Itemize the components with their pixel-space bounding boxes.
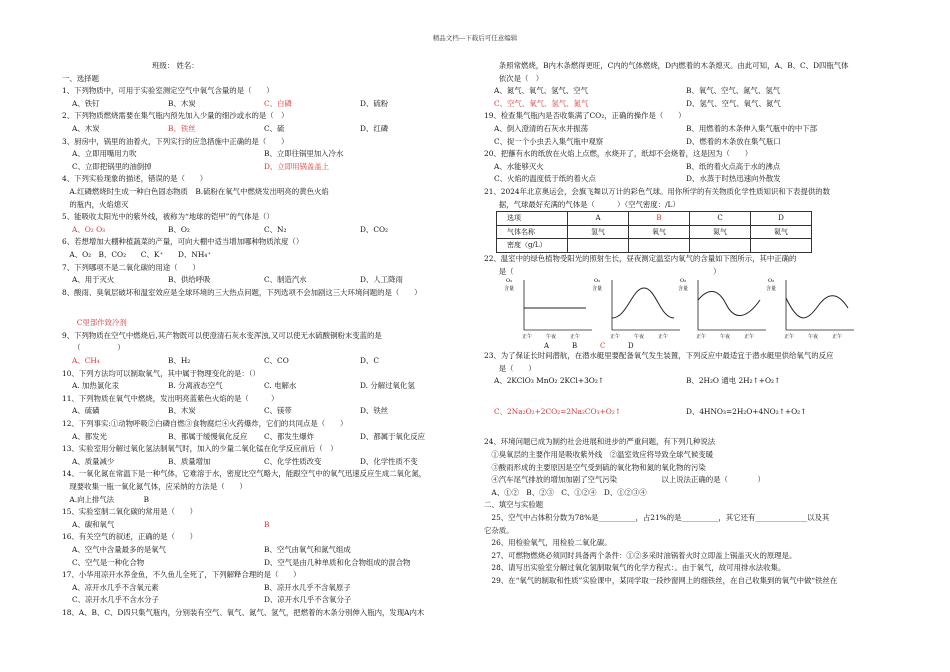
table-cell: 氦气 bbox=[751, 225, 812, 239]
table-cell: 密度（g/L） bbox=[497, 239, 568, 253]
answer-option: B、H₂ bbox=[168, 356, 191, 366]
answer-option: A、空气中含量最多的是氧气 bbox=[72, 544, 167, 554]
answer-option: D. 分解过氧化氢 bbox=[360, 381, 415, 391]
svg-text:O₂: O₂ bbox=[594, 278, 601, 285]
text-line: ①臭氧层的主要作用是吸收紫外线 ②温室效应将导致全球气候变暖 bbox=[484, 450, 714, 460]
svg-text:正午: 正午 bbox=[570, 334, 581, 341]
option-row bbox=[62, 544, 470, 557]
text-line: A、①② B、②③ C、①②④ D、①②③④ bbox=[484, 487, 647, 497]
option-row bbox=[62, 519, 470, 532]
table-row bbox=[497, 239, 812, 253]
svg-text:O₂: O₂ bbox=[768, 278, 775, 285]
graph-b bbox=[592, 278, 687, 342]
svg-text:正午: 正午 bbox=[658, 334, 669, 341]
graph-option-label: D bbox=[628, 342, 634, 351]
answer-option: B、用燃着的木条伸入集气瓶中的中下部 bbox=[686, 123, 818, 133]
answer-option: D、硫粉 bbox=[360, 98, 389, 108]
text-line: 2、下列物质燃烧需要在集气瓶内预先加入少量的细沙或水的是（ ） bbox=[62, 111, 289, 121]
table-cell bbox=[690, 239, 751, 253]
text-line: ④汽车尾气排放的增加加剧了空气污染 以上说法正确的是（ ） bbox=[484, 475, 765, 485]
answer-option: A、立即用嘴用力吹 bbox=[72, 149, 137, 159]
text-line: 29、在“氧气的制取和性质”实验课中，某同学取一段纱窗网上的细铁丝，在自己收集到的氧气中做“铁丝在 bbox=[484, 576, 838, 585]
text-line: 21、2024年北京奥运会，会旗飞舞以万计的彩色气球。用你所学的有关物质化学性质知识和下表提供的数 bbox=[484, 186, 831, 196]
svg-text:正午: 正午 bbox=[610, 334, 621, 341]
svg-text:O₂: O₂ bbox=[506, 278, 513, 285]
spacer bbox=[484, 418, 896, 436]
answer-option: B、铁丝 bbox=[168, 123, 196, 133]
answer-option: B、立即往锅里加入冷水 bbox=[264, 149, 344, 159]
text-line: 二、填空与实验题 bbox=[484, 500, 544, 510]
table-cell bbox=[568, 239, 629, 253]
table-cell: 氧气 bbox=[629, 225, 690, 239]
option-row bbox=[62, 274, 470, 287]
option-row bbox=[484, 173, 896, 186]
answer-option: A. 加热氯化汞 bbox=[72, 381, 119, 391]
answer-option: D、人工降雨 bbox=[360, 275, 403, 285]
svg-text:午夜: 午夜 bbox=[546, 334, 557, 341]
answer-option: C、化学性质改变 bbox=[264, 456, 322, 466]
answer-option: C、都发生爆炸 bbox=[264, 431, 314, 441]
answer-option: A、都发光 bbox=[72, 431, 107, 441]
spacer bbox=[484, 388, 896, 406]
text-line: A.向上排气法 B bbox=[62, 494, 150, 504]
text-line: 13、实验室用分解过氧化氢法制氧气时，加入的少量二氧化锰在化学反应前后（ ） bbox=[62, 444, 338, 454]
table-cell: B bbox=[629, 212, 690, 226]
text-line: 17、小华用凉开水养金鱼，不久鱼儿全死了，下列解释合理的是（ ） bbox=[62, 570, 301, 580]
option-row bbox=[62, 456, 470, 469]
answer-option: B、质量增加 bbox=[168, 456, 211, 466]
table-cell: 选项 bbox=[497, 212, 568, 226]
text-line: 条照常燃烧，B内木条燃得更旺，C内的气体燃烧，D内燃着的木条熄灭。由此可知，A、B、C、D四瓶气体 bbox=[484, 61, 849, 70]
oxygen-graphs bbox=[484, 278, 896, 350]
svg-text:正午: 正午 bbox=[696, 334, 707, 341]
answer-option: D、铁丝 bbox=[360, 406, 389, 416]
svg-text:正午: 正午 bbox=[784, 334, 795, 341]
option-row bbox=[484, 98, 896, 111]
density-table bbox=[496, 211, 812, 253]
option-row bbox=[62, 123, 470, 136]
answer-option: A、碳和氧气 bbox=[72, 519, 115, 529]
answer-option: A、倒入澄清的石灰水并振荡 bbox=[494, 123, 589, 133]
answer-option: B. 分离液态空气 bbox=[168, 381, 223, 391]
answer-option: B、供给呼吸 bbox=[168, 275, 211, 285]
answer-option: A、凉开水几乎不含氧元素 bbox=[72, 582, 159, 592]
text-line: A.红磷燃烧时生成一种白色固态物质 B.硫粉在氧气中燃烧发出明亮的黄色火焰 bbox=[62, 186, 329, 196]
answer-option: B、O₂ bbox=[168, 224, 190, 234]
text-line: 19、检查集气瓶内是否收集满了CO₂，正确的操作是（ ） bbox=[484, 111, 686, 121]
graph-a bbox=[504, 278, 596, 342]
answer-option: A、水能够灭火 bbox=[494, 161, 544, 171]
answer-option: A、木炭 bbox=[72, 123, 100, 133]
text-line: 24、环境问题已成为制约社会进展和进步的严重问题，有下列几种说法 bbox=[484, 437, 716, 447]
svg-text:O₂: O₂ bbox=[680, 278, 687, 285]
answer-option: C. 电解水 bbox=[264, 381, 297, 391]
text-line: 27、可燃物燃烧必须同时具备两个条件：①②多采时油锅着火时立即盖上锅盖灭火的原理是。 bbox=[484, 550, 797, 560]
text-line: 14、一氧化氮在常温下是一种气体，它难溶于水，密度比空气略大，能跟空气中的氧气迅速反应生成二氧化氮， bbox=[62, 469, 427, 479]
answer-option: A、氮气、氧气、氢气、空气 bbox=[494, 86, 589, 96]
answer-option: B bbox=[264, 519, 270, 529]
text-line: 4、下列实验现象的描述，错误的是（ ） bbox=[62, 174, 208, 184]
text-line: 现要收集一瓶一氧化氮气体，应采纳的方法是（ ） bbox=[62, 482, 247, 491]
text-line: ③酸雨形成的主要原因是空气受到硫的氧化物和氮的氧化物的污染 bbox=[484, 462, 706, 472]
text-line: 10、下列方法均可以制取氧气，其中属于物理变化的是：（） bbox=[62, 368, 260, 378]
option-row bbox=[62, 405, 470, 418]
graph-c bbox=[678, 278, 770, 342]
text-line: 1、下列物质中，可用于实验室测定空气中氧气含量的是（ ） bbox=[62, 86, 274, 96]
answer-option: A、硫磺 bbox=[72, 406, 100, 416]
answer-option: C、硫 bbox=[264, 123, 285, 133]
text-line: C里部作致冷剂 bbox=[62, 318, 127, 328]
text-line: A、O₂ B、CO₂ C、K⁺ D、NH₄⁺ bbox=[62, 249, 212, 259]
text-line: 28、请写出实验室分解过氧化氢制取氧气的化学方程式：。由于氧气，故可用排水法收集。 bbox=[484, 563, 786, 573]
answer-option: A、铁钉 bbox=[72, 98, 100, 108]
answer-option: C、2Na₂O₂+2CO₂=2Na₂CO₃+O₂↑ bbox=[494, 406, 621, 416]
answer-option: B、氧气、空气、氮气、氢气 bbox=[686, 86, 781, 96]
answer-option: C、凉开水几乎不含水分子 bbox=[72, 595, 159, 605]
answer-option: B、凉开水几乎不含氧原子 bbox=[264, 582, 351, 592]
option-row bbox=[62, 355, 470, 368]
option-row bbox=[62, 594, 470, 607]
text-line: 8、酸雨、臭氧层破坏和温室效应是全球环境的三大热点问题，下列选项不会加剧这三大环境问题的是（ ） bbox=[62, 287, 422, 297]
graph-d bbox=[766, 278, 858, 342]
svg-text:午夜: 午夜 bbox=[808, 334, 819, 341]
answer-option: A、CH₄ bbox=[72, 356, 100, 366]
answer-option: C、立即把锅里的油倒掉 bbox=[72, 161, 152, 171]
text-line: 7、下列哪项不是二氧化碳的用途（ ） bbox=[62, 262, 200, 272]
answer-option: D、燃着的木条放在集气瓶口 bbox=[686, 136, 781, 146]
graph-option-label: B bbox=[572, 342, 578, 351]
right-column bbox=[484, 60, 896, 588]
answer-option: B、2H₂O 通电 2H₂↑+O₂↑ bbox=[686, 376, 781, 386]
text-line: 23、为了保证长时间潜航，在潜水艇里要配备氧气发生装置，下列反应中最适宜于潜水艇里供给氧气的反应 bbox=[484, 351, 834, 361]
table-cell bbox=[629, 239, 690, 253]
option-row bbox=[484, 406, 896, 419]
spacer bbox=[62, 299, 470, 317]
option-row bbox=[62, 161, 470, 174]
answer-option: C、制造汽水 bbox=[264, 275, 307, 285]
answer-option: B、空气由氧气和氮气组成 bbox=[264, 544, 351, 554]
option-row bbox=[484, 123, 896, 136]
answer-option: D、C bbox=[360, 356, 379, 366]
text-line: 20、把蘸有水的纸放在火焰上点燃，水烧开了，纸却不会烧着，这是因为（ ） bbox=[484, 149, 753, 159]
answer-option: C、CO bbox=[264, 356, 289, 366]
svg-text:含量: 含量 bbox=[678, 286, 689, 293]
answer-option: A、2KClO₃ MnO₂ 2KCl+3O₂↑ bbox=[494, 376, 604, 386]
answer-option: D、红磷 bbox=[360, 123, 389, 133]
answer-option: D、立即用锅盖盖上 bbox=[264, 161, 330, 171]
text-line: （ ） bbox=[62, 343, 125, 353]
answer-option: B、木炭 bbox=[168, 98, 196, 108]
svg-text:午夜: 午夜 bbox=[720, 334, 731, 341]
page-header: 精品文档---下载后可任意编辑 bbox=[432, 34, 518, 42]
answer-option: C、火焰的温度低于纸的着火点 bbox=[494, 174, 596, 184]
svg-text:正午: 正午 bbox=[832, 334, 843, 341]
answer-option: D、CO₂ bbox=[360, 224, 388, 234]
answer-option: B、纸的着火点高于水的沸点 bbox=[686, 161, 781, 171]
text-line: 26、用检验氧气，用检验二氧化碳。 bbox=[484, 538, 612, 548]
option-row bbox=[484, 161, 896, 174]
svg-text:含量: 含量 bbox=[766, 286, 777, 293]
answer-option: A、用于灭火 bbox=[72, 275, 115, 285]
section-title: 一、选择题 bbox=[62, 73, 99, 83]
answer-option: C、N₂ bbox=[264, 224, 287, 234]
answer-option: C、白磷 bbox=[264, 98, 292, 108]
text-line: 18、A、B、C、D四只集气瓶内，分别装有空气、氧气、氮气、氢气，把燃着的木条分别伸入瓶内，发现A内木 bbox=[62, 607, 425, 617]
class-name-line: 班级： 姓名： bbox=[152, 61, 199, 70]
option-row bbox=[484, 85, 896, 98]
text-line: 依次是（ ） bbox=[484, 73, 544, 83]
table-cell: 氢气 bbox=[568, 225, 629, 239]
left-column bbox=[62, 60, 470, 620]
answer-option: B、都属于缓慢氧化反应 bbox=[168, 431, 248, 441]
text-line: 11、下列物质在氧气中燃烧，发出明亮蓝紫色火焰的是（ ） bbox=[62, 393, 279, 403]
answer-option: A、O₂ O₃ bbox=[72, 224, 106, 234]
answer-option: C、镁带 bbox=[264, 406, 292, 416]
answer-option: B、木炭 bbox=[168, 406, 196, 416]
text-line: 16、有关空气的叙述，正确的是（ ） bbox=[62, 532, 198, 542]
answer-option: C、空气是一种化合物 bbox=[72, 557, 145, 567]
option-row bbox=[484, 375, 896, 388]
text-line: 25、空气中占体积分数为78%是__________，占21%的是__________，其它还有______________以及其 bbox=[484, 513, 830, 523]
text-line: 12、下列事实:①动物呼吸②白磷自燃③食物腐烂④火药爆炸，它们的共同点是（ ） bbox=[62, 419, 348, 429]
question-22-answer: 是（ ） bbox=[484, 266, 721, 276]
svg-text:正午: 正午 bbox=[522, 334, 533, 341]
question-22: 22、温室中的绿色植物受阳光的照射生长，昼夜测定温室内氧气的含量如下图所示，其中正确的 bbox=[484, 253, 797, 263]
answer-option: D、空气是由几种单质和化合物组成的混合物 bbox=[264, 557, 411, 567]
table-cell: A bbox=[568, 212, 629, 226]
option-row bbox=[62, 148, 470, 161]
svg-text:含量: 含量 bbox=[592, 286, 603, 293]
option-row bbox=[62, 557, 470, 570]
answer-option: D、氢气、空气、氧气、氮气 bbox=[686, 98, 781, 108]
text-line: 15、实验室制二氧化碳的常用是（ ） bbox=[62, 507, 198, 517]
option-row bbox=[484, 136, 896, 149]
answer-option: D、都属于氧化反应 bbox=[360, 431, 426, 441]
svg-text:午夜: 午夜 bbox=[634, 334, 645, 341]
table-cell: D bbox=[751, 212, 812, 226]
answer-option: D、4HNO₃=2H₂O+4NO₂↑+O₂↑ bbox=[686, 406, 807, 416]
table-row bbox=[497, 212, 812, 226]
text-line: 的瓶内，火焰熄灭 bbox=[62, 199, 129, 209]
text-line: 它杂质。 bbox=[484, 525, 514, 535]
table-cell: 氮气 bbox=[690, 225, 751, 239]
graph-option-label: C bbox=[600, 342, 606, 351]
table-cell: 气体名称 bbox=[497, 225, 568, 239]
answer-option: D、化学性质不变 bbox=[360, 456, 418, 466]
option-row bbox=[62, 380, 470, 393]
table-cell bbox=[751, 239, 812, 253]
option-row bbox=[62, 98, 470, 111]
table-cell: C bbox=[690, 212, 751, 226]
text-line: 是（ ） bbox=[484, 363, 536, 373]
text-line: 9、下列物质在空气中燃烧后,其产物既可以使澄清石灰水变浑浊,又可以使无水硫酸铜粉末变蓝的是 bbox=[62, 330, 382, 340]
table-row bbox=[497, 225, 812, 239]
option-row bbox=[62, 582, 470, 595]
graph-option-label: A bbox=[544, 342, 550, 351]
answer-option: C、捉一个小虫丢入集气瓶中观察 bbox=[494, 136, 604, 146]
svg-text:正午: 正午 bbox=[744, 334, 755, 341]
option-row bbox=[62, 431, 470, 444]
text-line: 5、能吸收太阳光中的紫外线，被称为“地球的铠甲”的气体是（） bbox=[62, 212, 274, 222]
answer-option: C、空气、氧气、氢气、氮气 bbox=[494, 98, 589, 108]
text-line: 3、厨房中，锅里的油着火，下列实行的应急措施中正确的是（ ） bbox=[62, 136, 289, 146]
answer-option: D、水蒸于时热迅速向外散发 bbox=[686, 174, 781, 184]
answer-option: A、质量减少 bbox=[72, 456, 115, 466]
answer-option: D、凉开水几乎不含氧分子 bbox=[264, 595, 352, 605]
text-line: 6、若想增加大棚种植蔬菜的产量，可向大棚中适当增加哪种物质浓度（） bbox=[62, 237, 304, 247]
text-line: 据，气球最好充满的气体是（ ）（空气密度：/L） bbox=[484, 199, 680, 209]
svg-text:含量: 含量 bbox=[504, 286, 515, 293]
option-row bbox=[62, 224, 470, 237]
